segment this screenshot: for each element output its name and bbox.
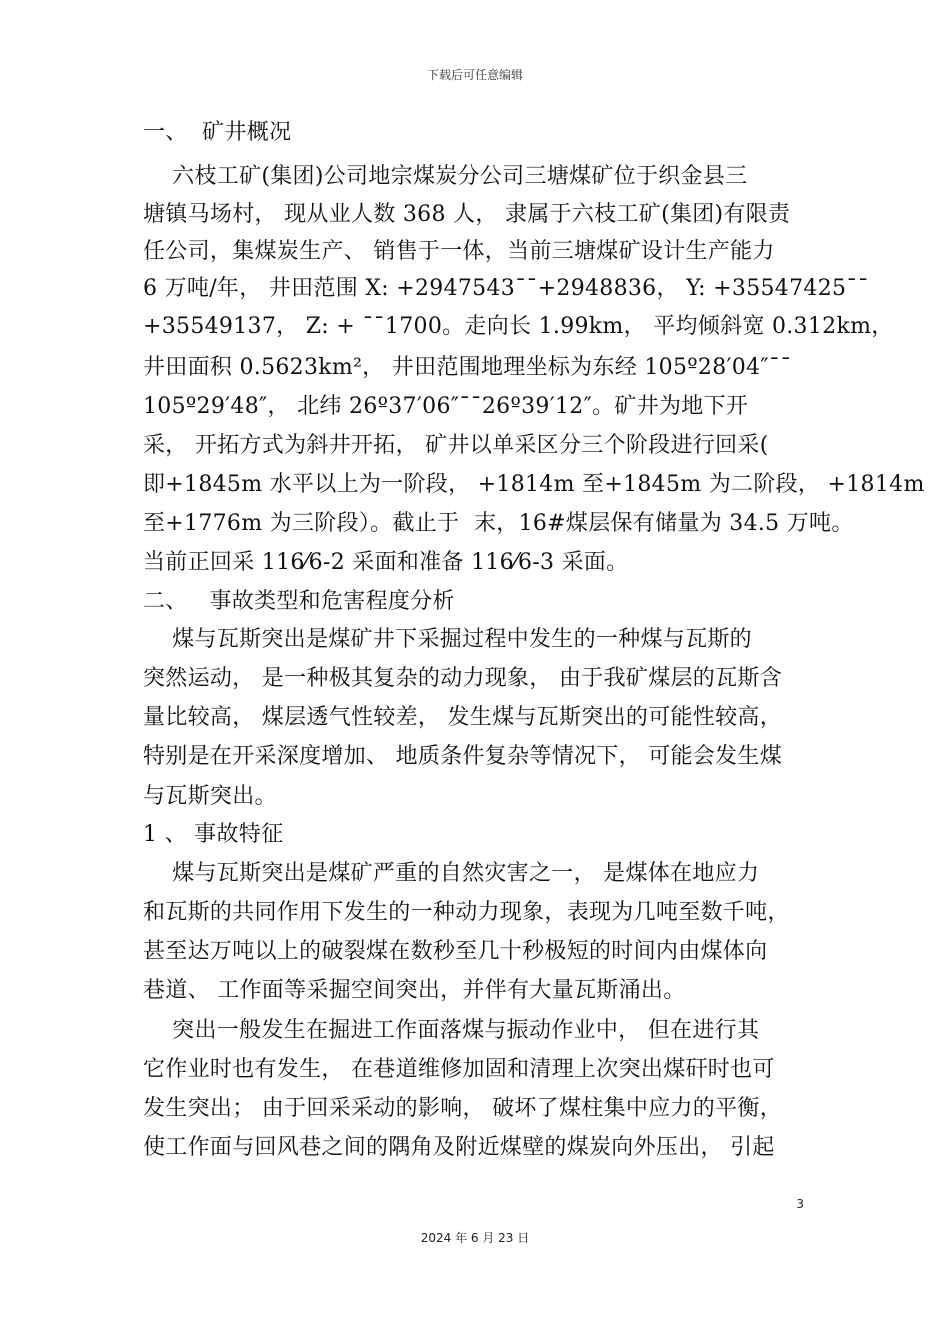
paragraph-line: +35549137， Z: + ¯¯1700。走向长 1.99km， 平均倾斜宽 0.312km， xyxy=(143,314,894,339)
paragraph-line: 即+1845m 水平以上为一阶段， +1814m 至+1845m 为二阶段， +1814m xyxy=(143,472,925,497)
paragraph-line: 6 万吨/年， 井田范围 X: +2947543¯¯+2948836， Y: +35547425¯¯ xyxy=(143,276,869,301)
paragraph-line: 任公司，集煤炭生产、 销售于一体，当前三塘煤矿设计生产能力 xyxy=(143,239,775,264)
paragraph-line: 突然运动， 是一种极其复杂的动力现象， 由于我矿煤层的瓦斯含 xyxy=(143,666,782,691)
paragraph-line: 105º29′48″， 北纬 26º37′06″¯¯26º39′12″。矿井为地下开 xyxy=(143,394,749,419)
section-heading-accident-analysis: 二、 事故类型和危害程度分析 xyxy=(143,589,455,614)
paragraph-line: 塘镇马场村， 现从业人数 368 人， 隶属于六枝工矿(集团)有限责 xyxy=(143,202,791,227)
paragraph-line: 至+1776m 为三阶段）。截止于 末，16#煤层保有储量为 34.5 万吨。 xyxy=(143,511,854,536)
paragraph-line: 当前正回采 116⁄6-2 采面和准备 116⁄6-3 采面。 xyxy=(143,550,629,575)
paragraph-line: 煤与瓦斯突出是煤矿井下采掘过程中发生的一种煤与瓦斯的 xyxy=(143,627,752,652)
subsection-heading-accident-features: 1 、 事故特征 xyxy=(143,822,284,847)
section-heading-mine-overview: 一、 矿井概况 xyxy=(143,120,292,145)
page-number: 3 xyxy=(796,1197,804,1211)
paragraph-line: 和瓦斯的共同作用下发生的一种动力现象，表现为几吨至数千吨， xyxy=(143,900,790,925)
page-header: 下载后可任意编辑 xyxy=(426,68,523,82)
paragraph-line: 它作业时也有发生， 在巷道维修加固和清理上次突出煤矸时也可 xyxy=(143,1057,775,1082)
paragraph-line: 使工作面与回风巷之间的隅角及附近煤壁的煤炭向外压出， 引起 xyxy=(143,1135,775,1160)
paragraph-line: 突出一般发生在掘进工作面落煤与振动作业中， 但在进行其 xyxy=(143,1018,760,1043)
paragraph-line: 与瓦斯突出。 xyxy=(143,784,277,809)
paragraph-line: 采， 开拓方式为斜井开拓， 矿井以单采区分三个阶段进行回采( xyxy=(143,433,769,458)
paragraph-line: 甚至达万吨以上的破裂煤在数秒至几十秒极短的时间内由煤体向 xyxy=(143,939,768,964)
paragraph-line: 煤与瓦斯突出是煤矿严重的自然灾害之一， 是煤体在地应力 xyxy=(143,861,760,886)
paragraph-line: 特别是在开采深度增加、 地质条件复杂等情况下， 可能会发生煤 xyxy=(143,744,782,769)
paragraph-line: 井田面积 0.5623km²， 井田范围地理坐标为东经 105º28′04″¯¯ xyxy=(143,355,792,380)
paragraph-line: 发生突出； 由于回采采动的影响， 破坏了煤柱集中应力的平衡， xyxy=(143,1096,782,1121)
paragraph-line: 六枝工矿(集团)公司地宗煤炭分公司三塘煤矿位于织金县三 xyxy=(143,164,748,189)
paragraph-line: 量比较高， 煤层透气性较差， 发生煤与瓦斯突出的可能性较高， xyxy=(143,705,782,730)
paragraph-line: 巷道、 工作面等采掘空间突出，并伴有大量瓦斯涌出。 xyxy=(143,978,686,1003)
footer-date: 2024 年 6 月 23 日 xyxy=(420,1231,530,1245)
